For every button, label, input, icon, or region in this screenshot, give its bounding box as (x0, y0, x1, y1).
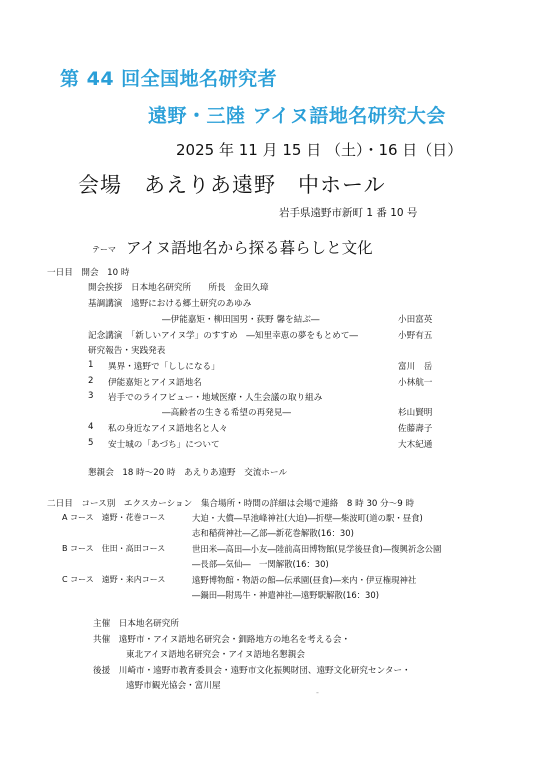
course-route: 大迫・大償―早池峰神社(大迫)―折壁―柴波町(道の駅・昼食) (192, 513, 423, 523)
report-speaker: 佐藤壽子 (398, 424, 433, 434)
host: 主催 日本地名研究所 (93, 619, 179, 629)
report-subtitle: ―高齢者の生きる希望の再発見― (162, 408, 291, 418)
opening-remarks: 開会挨拶 日本地名研究所 所長 金田久璋 (88, 283, 269, 293)
course-route: ―長部―気仙― 一関解散(16：30) (192, 559, 329, 569)
report-num: 4 (88, 422, 94, 432)
support-line2: 遠野市観光協会・富川屋 (126, 681, 221, 691)
event-title-line1: 第 44 回全国地名研究者 (60, 68, 278, 90)
report-title: 私の身近なアイヌ語地名と人々 (108, 424, 228, 434)
report-title: 伊能嘉矩とアイヌ語地名 (108, 378, 202, 388)
keynote-title: 基調講演 遠野における郷土研究のあゆみ (88, 299, 252, 309)
course-route: 遠野博物館・物語の館―伝承園(昼食)―来内・伊豆権現神社 (192, 575, 417, 585)
course-route: ―鍋田―附馬牛・神遣神社―遠野駅解散(16：30) (192, 590, 379, 600)
course-route: 世田米―高田―小友―陸前高田博物館(見学後昼食)―復興祈念公園 (192, 544, 442, 554)
report-speaker: 小林航一 (398, 378, 433, 388)
day2-header: 二日目 コース別 エクスカーション 集合場所・時間の詳細は会場で連絡 8 時 30 分～9 時 (47, 499, 415, 509)
course-name: B コース 住田・高田コース (62, 544, 166, 553)
trailing-mark: - (316, 688, 319, 697)
event-venue: 会場 あえりあ遠野 中ホール (78, 173, 386, 197)
event-title-line2: 遠野・三陸 アイヌ語地名研究大会 (148, 105, 446, 127)
cohost-line1: 共催 遠野市・アイヌ語地名研究会・釧路地方の地名を考える会・ (93, 635, 351, 645)
report-num: 2 (88, 376, 94, 386)
report-num: 5 (88, 438, 94, 448)
report-num: 1 (88, 360, 94, 370)
report-speaker: 大木紀通 (398, 440, 433, 450)
theme-label: テーマ (92, 245, 116, 254)
course-route: 志和稲荷神社―乙部―新花巻解散(16：30) (192, 528, 354, 538)
report-num: 3 (88, 391, 94, 401)
course-name: C コース 遠野・来内コース (62, 575, 166, 584)
social-gathering: 懇親会 18 時～20 時 あえりあ遠野 交流ホール (88, 468, 288, 478)
reports-header: 研究報告・実践発表 (88, 346, 166, 356)
report-title: 岩手でのライフビュー・地域医療・人生会議の取り組み (108, 393, 323, 403)
cohost-line2: 東北アイヌ語地名研究会・アイヌ語地名懇親会 (126, 650, 305, 660)
memorial-speaker: 小野有五 (398, 331, 433, 341)
memorial-lecture: 記念講演 「新しいアイヌ学」のすすめ ―知里幸恵の夢をもとめて― (88, 331, 359, 341)
report-speaker: 杉山賢明 (398, 408, 433, 418)
course-name: A コース 遠野・花巻コース (62, 513, 166, 522)
report-speaker: 富川 岳 (398, 362, 433, 372)
report-title: 安士城の「あづち」について (108, 440, 220, 450)
keynote-subtitle: ―伊能嘉矩・柳田国男・荻野 馨を結ぶ― (162, 315, 320, 325)
event-date: 2025 年 11 月 15 日 （土）・16 日（日） (176, 141, 463, 159)
day1-header: 一日目 開会 10 時 (47, 268, 130, 278)
support-line1: 後援 川崎市・遠野市教育委員会・遠野市文化振興財団、遠野文化研究センター・ (93, 666, 411, 676)
theme-text: アイヌ語地名から探る暮らしと文化 (126, 239, 373, 257)
venue-address: 岩手県遠野市新町 1 番 10 号 (279, 207, 418, 219)
keynote-speaker: 小田富英 (398, 315, 433, 325)
report-title: 異界・遠野で「ししになる」 (108, 362, 220, 372)
